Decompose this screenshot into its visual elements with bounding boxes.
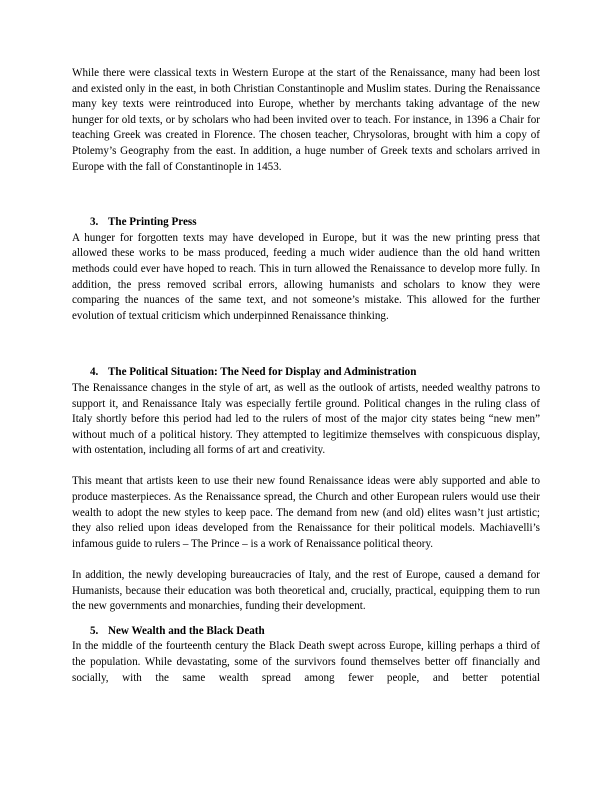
section-paragraph: A hunger for forgotten texts may have developed in Europe, but it was the new printing press that allowed these works to be mass produced, feeding a much wider audience than the old hand written methods could ever have hoped to reach. This in turn allowed the Renaissance to develop more fully. In addition, the press removed scribal errors, allowing humanists and scholars to know they were comparing the nuances of the same text, and not someone’s mistake. This allowed for the further evolution of textual criticism which underpinned Renaissance thinking. [72, 231, 540, 322]
spacer [72, 324, 540, 365]
section-heading-black-death [72, 624, 540, 640]
section-title: The Printing Press [108, 216, 197, 229]
section-title: New Wealth and the Black Death [108, 624, 265, 637]
section-title: The Political Situation: The Need for Display and Administration [108, 366, 417, 379]
section-number: 4. [90, 366, 99, 379]
section-paragraph: In addition, the newly developing bureaucracies of Italy, and the rest of Europe, caused a demand for Humanists, because their education was both theoretical and, crucially, practical, equipping them to run the new governments and monarchies, funding their development. [72, 569, 540, 613]
intro-paragraph: While there were classical texts in Western Europe at the start of the Renaissance, many had been lost and existed only in the east, in both Christian Constantinople and Muslim states. During the Renaissance many key texts were reintroduced into Europe, whether by merchants taking advantage of the new hunger for old texts, or by scholars who had been invited over to teach. For instance, in 1396 a Chair for teaching Greek was created in Florence. The chosen teacher, Chrysoloras, brought with him a copy of Ptolemy’s Geography from the east. In addition, a huge number of Greek texts and scholars arrived in Europe with the fall of Constantinople in 1453. [72, 67, 540, 173]
section-paragraph: The Renaissance changes in the style of art, as well as the outlook of artists, needed wealthy patrons to support it, and Renaissance Italy was especially fertile ground. Political changes in the ruling class of Italy shortly before this period had led to the rulers of most of the major city states being “new men” without much of a political history. They attempted to legitimize themselves with conspicuous display, with ostentation, including all forms of art and creativity. [72, 381, 540, 457]
document-page [72, 66, 540, 686]
section-heading-political-situation [72, 365, 540, 381]
spacer [72, 175, 540, 215]
section-heading-printing-press [72, 215, 540, 231]
section-paragraph: In the middle of the fourteenth century the Black Death swept across Europe, killing perhaps a third of the population. While devastating, some of the survivors found themselves better off financially and socially, with the same wealth spread among fewer people, and better potential [72, 640, 540, 684]
section-paragraph: This meant that artists keen to use their new found Renaissance ideas were ably supported and able to produce masterpieces. As the Renaissance spread, the Church and other European rulers would use their wealth to adopt the new styles to keep pace. The demand from new (and old) elites wasn’t just artistic; they also relied upon ideas developed from the Renaissance for their political models. Machiavelli’s infamous guide to rulers – The Prince – is a work of Renaissance political theory. [72, 475, 540, 550]
section-number: 5. [90, 624, 99, 637]
spacer [72, 552, 540, 568]
spacer [72, 459, 540, 475]
section-number: 3. [90, 216, 99, 229]
spacer [72, 615, 540, 624]
